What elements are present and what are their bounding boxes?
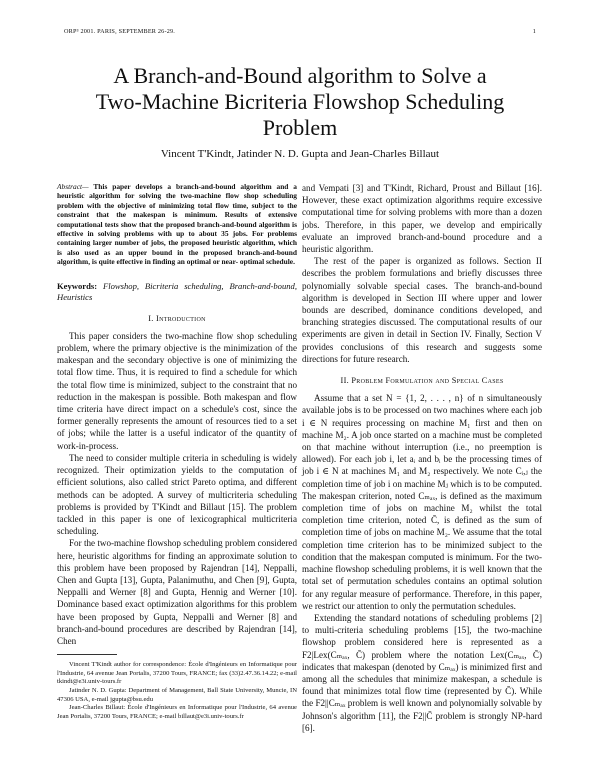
paragraph: For the two-machine flowshop scheduling problem considered here, heuristic algorithms for finding an approximate solution to this problem have been proposed by Rajendran [14], Neppalli, Chen and Gupta [13], Gupta, Palanimuthu, and Chen [9], Gupta, Neppalli and Werner [8] and Gupta, Hennig and Werner [10]. Dominance based exact optimization algorithms for this problem have been proposed by Gupta, Neppalli and Werner [8] and branch-and-bound procedures are described by Rajendran [14], Chen [57, 538, 297, 646]
left-column [57, 182, 297, 721]
section-heading-introduction [57, 313, 297, 325]
running-header [64, 28, 536, 40]
footnote-author-1: Vincent T'Kindt author for correspondence: École d'Ingénieurs en Informatique pour l'Industrie, 64 avenue Jean Portalis, 37200 Tours, FRANCE; fax (33)2.47.36.14.22; e-mail tkindt@e3i.univ-tours.fr [57, 661, 297, 686]
paper-title [40, 63, 560, 141]
footnote-author-2: Jatinder N. D. Gupta: Department of Management, Ball State University, Muncie, IN 47306 USA, e-mail jgupta@bsu.edu [57, 686, 297, 703]
footnote-author-3: Jean-Charles Billaut: École d'Ingénieurs en Informatique pour l'Industrie, 64 avenue Jean Portalis, 37200 Tours, FRANCE; e-mail billaut@e3i.univ-tours.fr [57, 704, 297, 720]
keywords-label: Keywords: [57, 280, 98, 291]
paragraph: and Vempati [3] and T'Kindt, Richard, Proust and Billaut [16]. However, these exact optimization algorithms require excessive computational time for solving problems with more than a dozen jobs. Therefore, in this paper, we develop and empirically evaluate an improved branch-and-bound procedure and a heuristic algorithm. [302, 183, 542, 255]
title-line: A Branch-and-Bound algorithm to Solve a [113, 63, 487, 88]
running-header-left: ORP³ 2001. PARIS, SEPTEMBER 26-29. [64, 28, 176, 35]
title-line: Two-Machine Bicriteria Flowshop Scheduling [95, 89, 505, 114]
paragraph: Extending the standard notations of scheduling problems [2] to multi-criteria scheduling problems [15], the two-machine flowshop problem considered here is represented as a F2|Lex(Cₘₐₓ, C̄) problem where the notation Lex(Cₘₐₓ, C̄) indicates that makespan (denoted by Cₘₐₓ) is minimized first and among all the schedules that minimize makespan, a schedule is found that minimizes total flow time (represented by C̄). While the F2||Cₘₐₓ problem is well known and polynomially solvable by Johnson's algorithm [11], the F2||C̄ problem is strongly NP-hard [6]. [302, 612, 542, 733]
paragraph: Assume that a set N = {1, 2, . . . , n} of n simultaneously available jobs is to be processed on two machines where each job i ∈ N requires processing on machine M₁ first and then on machine M₂. A job once started on a machine must be completed on that machine without interruption (i.e., no preemption is allowed). For each job i, let aᵢ and bᵢ be the processing times of job i ∈ N at machines M₁ and M₂ respectively. We note Cᵢ,ⱼ the completion time of job i on machine Mⱼ which is to be computed. The makespan criterion, noted Cₘₐₓ, is defined as the maximum completion time of jobs on machine M₂ whilst the total completion time criterion, noted C̄, is defined as the sum of completion time of jobs on machine M₂. We assume that the total completion time criterion has to be minimized subject to the condition that the makespan computed is minimum. For the two-machine flowshop scheduling problems, it is well known that the total set of permutation schedules contains an optimal solution for any regular measure of performance. Therefore, in this paper, we restrict our attention to only the permutation schedules. [302, 393, 542, 611]
paragraph: The rest of the paper is organized as follows. Section II describes the problem formulations and briefly discusses three polynomially solvable special cases. The branch-and-bound algorithm is developed in Section III where upper and lower bounds are described, dominance conditions developed, and branching strategies discussed. The computational results of our experiments are given in detail in Section IV. Finally, Section V provides conclusions of this research and suggests some directions for future research. [302, 256, 542, 364]
footnote-rule [57, 654, 117, 655]
right-column [302, 182, 542, 734]
abstract-label: Abstract— [57, 182, 89, 191]
abstract-text: This paper develops a branch-and-bound algorithm and a heuristic algorithm for solving the two-machine flow shop scheduling problem with the objective of minimizing total flow time, subject to the constraint that the makespan is minimum. Results of extensive computational tests show that the proposed branch-and-bound algorithm is effective in solving problems with up to about 35 jobs. For problems containing larger number of jobs, the proposed heuristic algorithm, which is also used as an upper bound in the proposed branch-and-bound algorithm, is quite effective in finding an optimal or near- optimal schedule. [57, 182, 297, 267]
abstract [57, 182, 297, 267]
section-title: I. Introduction [148, 313, 206, 323]
section-title: II. Problem Formulation and Special Cases [340, 376, 504, 386]
keywords [57, 281, 297, 303]
title-line: Problem [262, 115, 338, 140]
section-heading-problem-formulation [302, 375, 542, 387]
keywords-text: Flowshop, Bicriteria scheduling, Branch-and-bound, Heuristics [57, 280, 297, 302]
paragraph: The need to consider multiple criteria in scheduling is widely recognized. Their optimization yields to the computation of efficient solutions, also called strict Pareto optima, and different methods can be adopted. A survey of multicriteria scheduling problems is provided by T'Kindt and Billaut [15]. The problem tackled in this paper is one of lexicographical multicriteria scheduling. [57, 452, 297, 537]
author-list: Vincent T'Kindt, Jatinder N. D. Gupta and Jean-Charles Billaut [160, 148, 440, 160]
paragraph: This paper considers the two-machine flow shop scheduling problem, where the primary objective is the minimization of the makespan and the secondary objective is one of minimizing the total flow time. Thus, it is required to find a schedule for which the total flow time is minimized, subject to the constraint that no reduction in the makespan is possible. Both makespan and flow time criteria have direct impact on a schedule's cost, since the former generally represents the amount of resources tied to a set of jobs; while the latter is a useful indicator of the quantity of work-in-process. [57, 330, 297, 451]
page-number: 1 [532, 28, 536, 35]
